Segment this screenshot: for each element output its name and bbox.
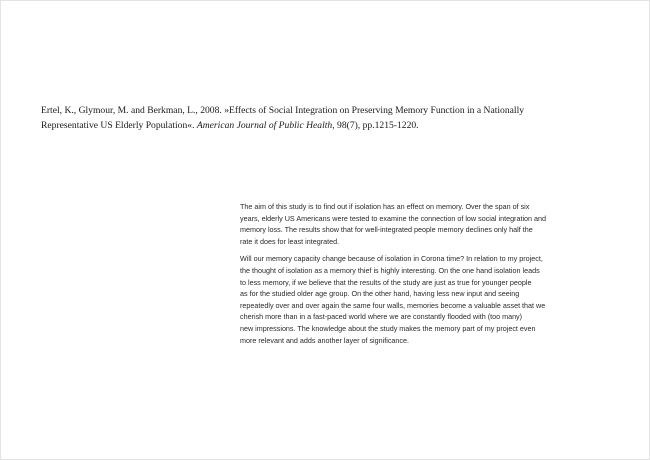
text-line: new impressions. The knowledge about the study makes the memory part of my project even <box>240 323 536 333</box>
journal-name: American Journal of Public Health <box>196 120 333 131</box>
text-line: The aim of this study is to find out if isolation has an effect on memory. Over the span of six <box>240 202 530 211</box>
text-line: to less memory, if we believe that the results of the study are just as true for younger people <box>240 277 532 287</box>
study-summary <box>240 201 597 346</box>
citation-line-1: Ertel, K., Glymour, M. and Berkman, L., 2008. »Effects of Social Integration on Preserving Memory Function in a Nationally <box>41 105 525 116</box>
citation-line-2 <box>41 118 621 133</box>
text-line: as for the studied older age group. On the other hand, having less new input and seeing <box>240 289 520 299</box>
text-line: cherish more than in a fast-paced world where we are constantly flooded with (too many) <box>240 312 523 322</box>
citation-title-end: Representative US Elderly Population«. <box>41 120 197 131</box>
text-line: rate it does for least integrated. <box>240 236 340 246</box>
citation-volume-pages: , 98(7), pp.1215-1220. <box>332 120 419 131</box>
text-line: memory loss. The results show that for well-integrated people memory declines only half the <box>240 225 533 235</box>
text-line: years, elderly US Americans were tested to examine the connection of low social integration and <box>240 213 547 223</box>
text-line: repeatedly over and over again the same four walls, memories become a valuable asset that we <box>240 300 546 310</box>
text-line: more relevant and adds another layer of significance. <box>240 335 410 345</box>
text-line: Will our memory capacity change because of isolation in Corona time? In relation to my project, <box>240 254 543 264</box>
summary-paragraph-2 <box>240 253 597 346</box>
summary-paragraph-1 <box>240 201 597 247</box>
text-line: the thought of isolation as a memory thief is highly interesting. On the one hand isolation leads <box>240 265 540 275</box>
bibliographic-citation <box>41 103 621 133</box>
